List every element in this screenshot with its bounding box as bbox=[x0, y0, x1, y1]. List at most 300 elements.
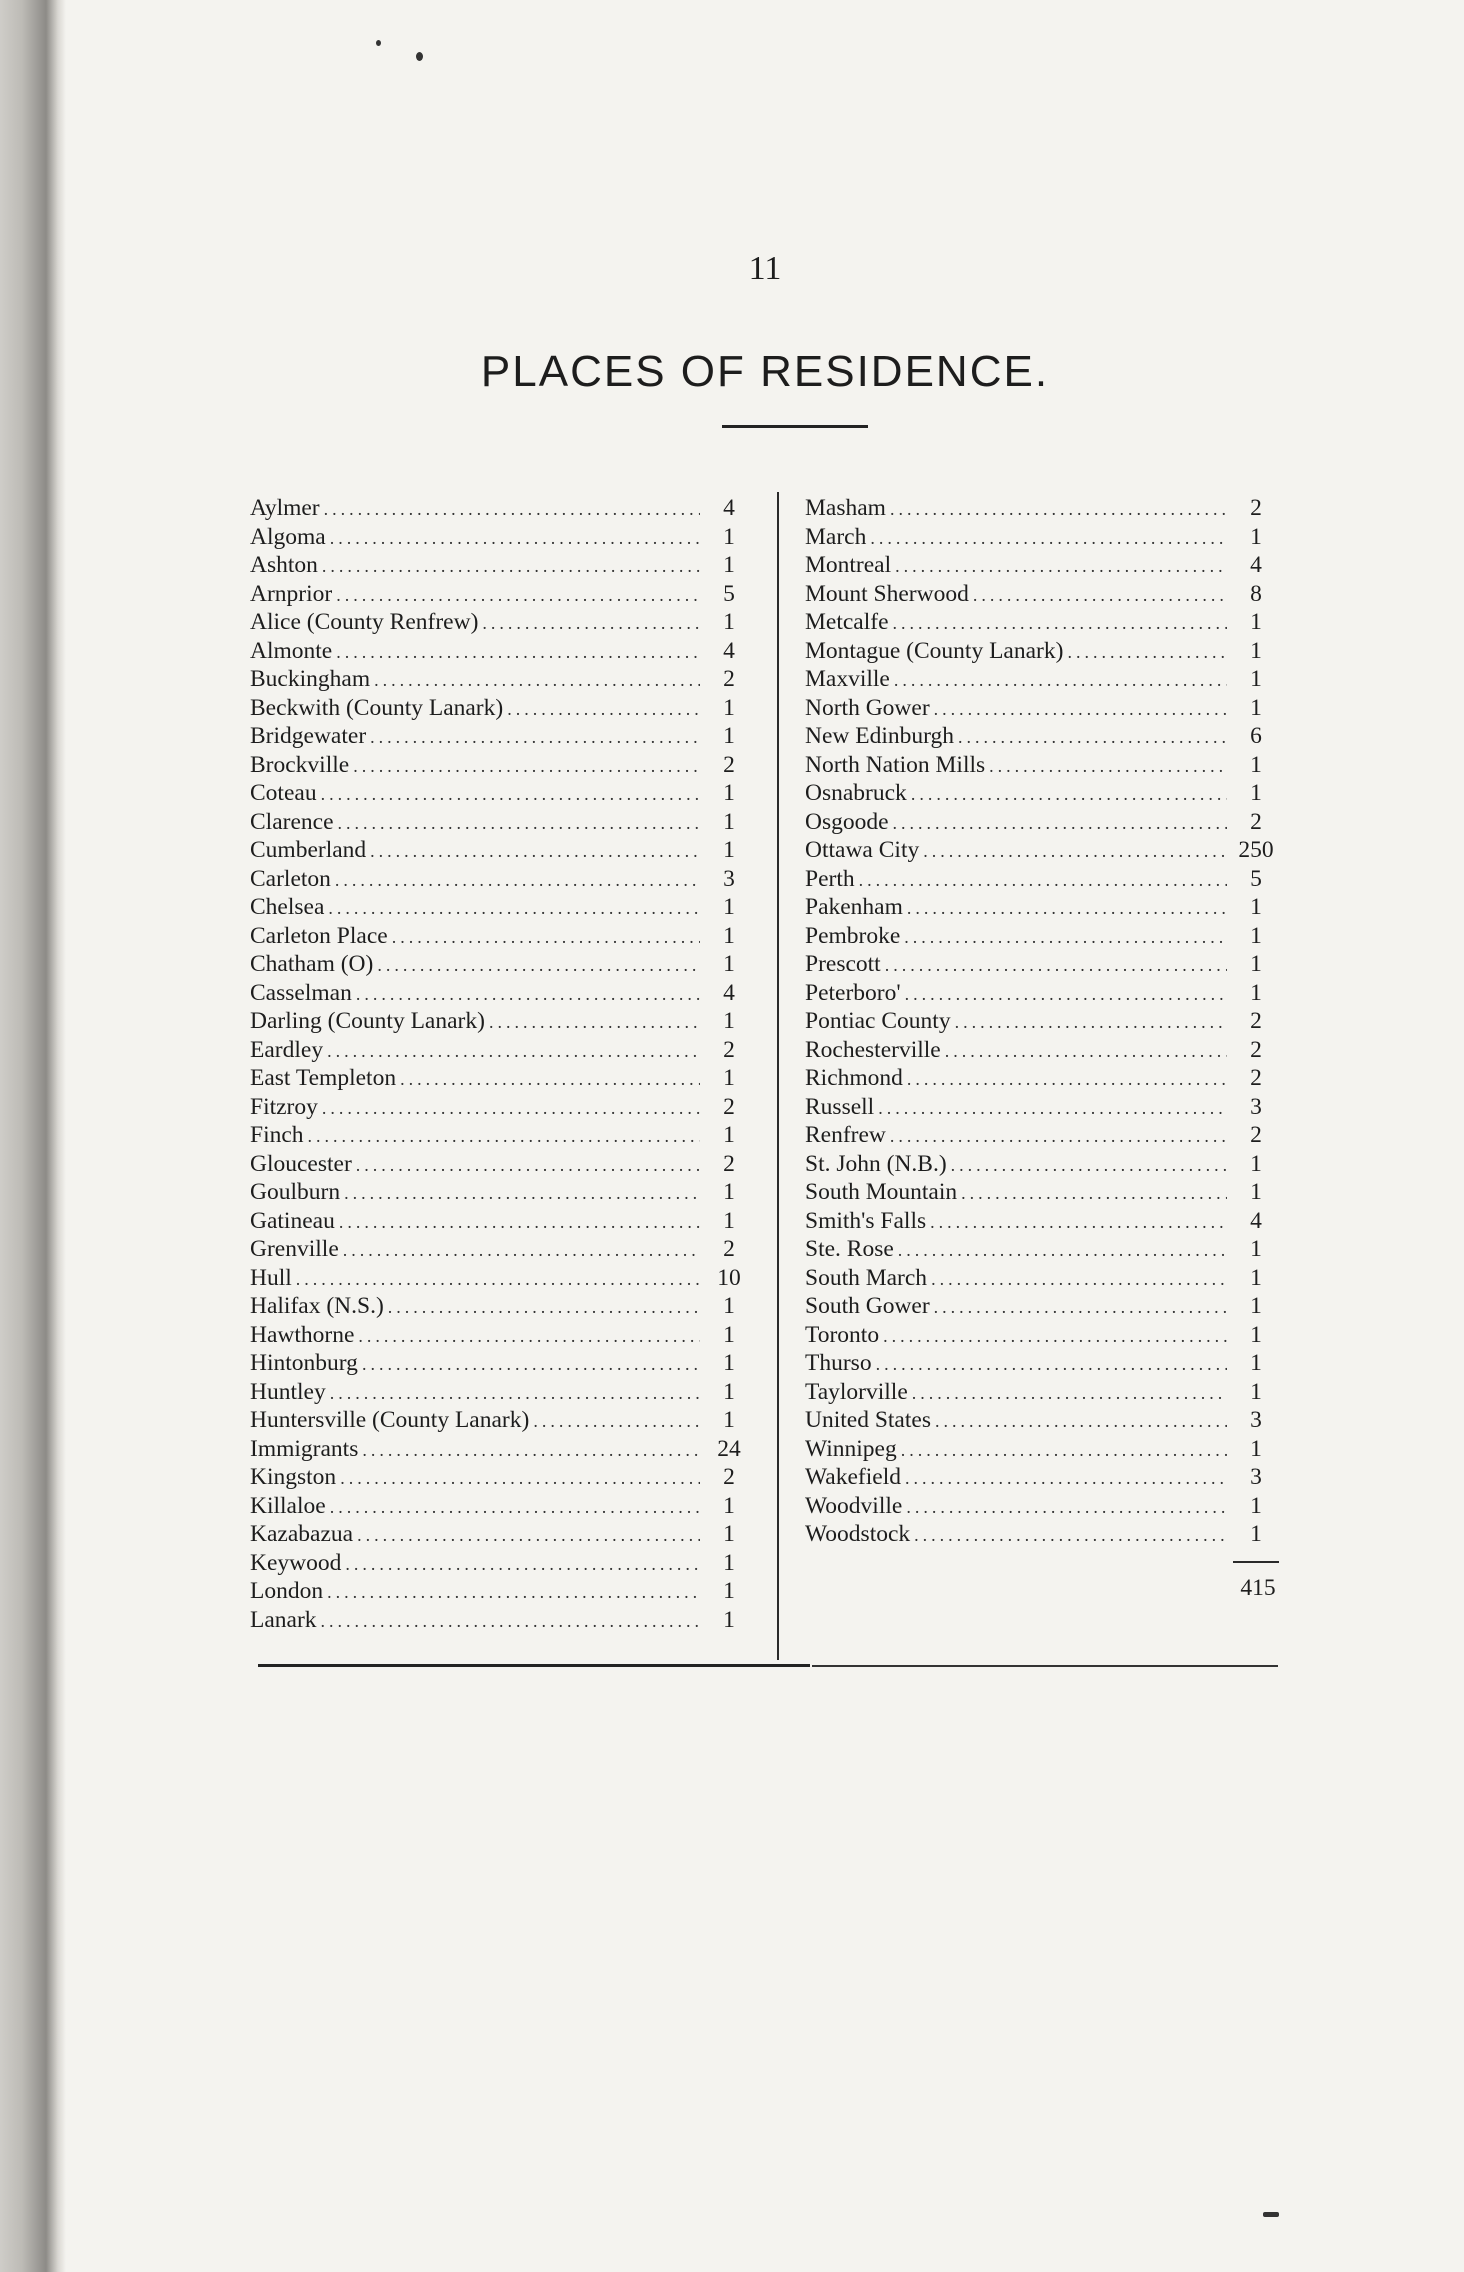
resident-count: 1 bbox=[723, 1606, 735, 1633]
residence-entry bbox=[805, 1322, 1277, 1351]
place-name: Gloucester bbox=[250, 1150, 352, 1177]
residence-entry bbox=[250, 980, 750, 1009]
resident-count: 1 bbox=[1250, 1350, 1262, 1376]
dot-leader bbox=[330, 1383, 700, 1404]
place-name: Hull bbox=[250, 1264, 292, 1291]
place-name: Darling (County Lanark) bbox=[250, 1008, 485, 1034]
dot-leader bbox=[296, 1269, 700, 1290]
dot-leader bbox=[914, 1525, 1227, 1546]
dot-leader bbox=[930, 1212, 1227, 1233]
residence-entry bbox=[250, 1521, 750, 1550]
place-name: Montreal bbox=[805, 552, 892, 578]
dot-leader bbox=[322, 1098, 700, 1119]
dot-leader bbox=[330, 1497, 700, 1518]
place-name: Perth bbox=[805, 865, 855, 892]
dot-leader bbox=[321, 1611, 700, 1632]
residence-entry bbox=[805, 1179, 1277, 1208]
residence-entry bbox=[250, 695, 750, 724]
resident-count: 1 bbox=[1250, 523, 1262, 550]
dot-leader bbox=[362, 1440, 700, 1461]
residence-entry bbox=[250, 1493, 750, 1522]
place-name: Winnipeg bbox=[805, 1435, 897, 1462]
dot-leader bbox=[898, 1240, 1227, 1261]
residence-entry bbox=[805, 723, 1277, 752]
resident-count: 1 bbox=[723, 1179, 735, 1205]
resident-count: 1 bbox=[723, 1521, 735, 1547]
dot-leader bbox=[353, 756, 700, 777]
dot-leader bbox=[870, 528, 1227, 549]
dot-leader bbox=[507, 699, 700, 720]
resident-count: 1 bbox=[1250, 1179, 1262, 1205]
resident-count: 1 bbox=[723, 694, 735, 721]
residence-entry bbox=[805, 495, 1277, 524]
resident-count: 1 bbox=[723, 1407, 735, 1433]
residence-entry bbox=[805, 923, 1277, 952]
residence-entry bbox=[805, 638, 1277, 667]
place-name: Killaloe bbox=[250, 1492, 326, 1519]
resident-count: 1 bbox=[723, 1008, 735, 1034]
residence-entry bbox=[250, 1550, 750, 1579]
dot-leader bbox=[931, 1269, 1227, 1290]
dot-leader bbox=[934, 1297, 1227, 1318]
place-name: Aylmer bbox=[250, 495, 320, 521]
place-name: Hintonburg bbox=[250, 1350, 358, 1376]
place-name: Eardley bbox=[250, 1036, 324, 1063]
dot-leader bbox=[890, 1126, 1227, 1147]
resident-count: 1 bbox=[1250, 666, 1262, 692]
resident-count: 1 bbox=[1250, 1150, 1262, 1177]
residence-entry bbox=[250, 1208, 750, 1237]
dot-leader bbox=[340, 1468, 700, 1489]
residence-entry bbox=[805, 894, 1277, 923]
dot-leader bbox=[400, 1069, 700, 1090]
residence-entry bbox=[805, 1379, 1277, 1408]
resident-count: 2 bbox=[1250, 1122, 1262, 1148]
residence-entry bbox=[250, 809, 750, 838]
dot-leader bbox=[893, 613, 1227, 634]
residence-entry bbox=[250, 1122, 750, 1151]
resident-count: 5 bbox=[1250, 865, 1262, 892]
residence-entry bbox=[805, 1208, 1277, 1237]
residence-entry bbox=[805, 1350, 1277, 1379]
dot-leader bbox=[890, 499, 1227, 520]
dot-leader bbox=[894, 670, 1227, 691]
residence-entry bbox=[250, 752, 750, 781]
place-name: Carleton Place bbox=[250, 922, 388, 949]
resident-count: 4 bbox=[723, 495, 735, 521]
residence-entry bbox=[250, 1407, 750, 1436]
residence-entry bbox=[805, 1265, 1277, 1294]
residence-entry bbox=[250, 638, 750, 667]
resident-count: 250 bbox=[1238, 837, 1274, 863]
residence-entry bbox=[805, 1464, 1277, 1493]
resident-count: 8 bbox=[1250, 580, 1262, 607]
place-name: Mount Sherwood bbox=[805, 580, 969, 607]
resident-count: 1 bbox=[723, 780, 735, 806]
place-name: Clarence bbox=[250, 808, 334, 835]
resident-count: 2 bbox=[723, 666, 735, 692]
resident-count: 1 bbox=[1250, 922, 1262, 949]
dot-leader bbox=[374, 670, 700, 691]
dot-leader bbox=[1067, 642, 1227, 663]
dot-leader bbox=[893, 813, 1227, 834]
dot-leader bbox=[345, 1554, 700, 1575]
place-name: New Edinburgh bbox=[805, 723, 955, 749]
place-name: Woodstock bbox=[805, 1521, 911, 1547]
place-name: Cumberland bbox=[250, 837, 367, 863]
residence-entry bbox=[250, 1350, 750, 1379]
place-name: Russell bbox=[805, 1093, 875, 1120]
residence-entry bbox=[250, 780, 750, 809]
place-name: Ottawa City bbox=[805, 837, 920, 863]
place-name: Thurso bbox=[805, 1350, 872, 1376]
resident-count: 2 bbox=[1250, 1008, 1262, 1034]
dot-leader bbox=[907, 898, 1227, 919]
dot-leader bbox=[336, 642, 700, 663]
resident-count: 2 bbox=[723, 751, 735, 778]
resident-count: 2 bbox=[1250, 1065, 1262, 1091]
place-name: East Templeton bbox=[250, 1065, 397, 1091]
place-name: Toronto bbox=[805, 1321, 880, 1348]
place-name: Richmond bbox=[805, 1065, 903, 1091]
resident-count: 3 bbox=[1250, 1464, 1262, 1490]
ink-speck bbox=[416, 52, 423, 61]
place-name: Fitzroy bbox=[250, 1093, 318, 1120]
residence-entry bbox=[805, 1008, 1277, 1037]
residence-entry bbox=[250, 1436, 750, 1465]
resident-count: 1 bbox=[1250, 1321, 1262, 1348]
place-name: Montague (County Lanark) bbox=[805, 637, 1064, 664]
resident-count: 2 bbox=[723, 1150, 735, 1177]
resident-count: 24 bbox=[717, 1435, 741, 1462]
resident-count: 1 bbox=[723, 808, 735, 835]
dot-leader bbox=[912, 1383, 1227, 1404]
place-name: Hawthorne bbox=[250, 1321, 355, 1348]
residence-entry bbox=[805, 1122, 1277, 1151]
resident-count: 1 bbox=[723, 1321, 735, 1348]
place-name: Grenville bbox=[250, 1236, 339, 1262]
place-name: Huntley bbox=[250, 1378, 326, 1405]
resident-count: 1 bbox=[1250, 780, 1262, 806]
dot-leader bbox=[388, 1297, 700, 1318]
place-name: South March bbox=[805, 1264, 928, 1291]
residence-entry bbox=[250, 581, 750, 610]
dot-leader bbox=[533, 1411, 700, 1432]
place-name: Casselman bbox=[250, 979, 352, 1006]
book-binding-shadow bbox=[0, 0, 66, 2272]
dot-leader bbox=[344, 1183, 700, 1204]
resident-count: 1 bbox=[1250, 1264, 1262, 1291]
dot-leader bbox=[945, 1041, 1227, 1062]
residence-entry bbox=[805, 666, 1277, 695]
dot-leader bbox=[358, 1326, 700, 1347]
left-residence-list bbox=[250, 495, 750, 1635]
residence-entry bbox=[250, 1322, 750, 1351]
resident-count: 1 bbox=[723, 894, 735, 920]
residence-entry bbox=[250, 894, 750, 923]
dot-leader bbox=[370, 841, 700, 862]
dot-leader bbox=[955, 1012, 1227, 1033]
bottom-rule-left bbox=[258, 1664, 810, 1667]
residence-entry bbox=[805, 609, 1277, 638]
dot-leader bbox=[859, 870, 1227, 891]
place-name: Carleton bbox=[250, 865, 331, 892]
dot-leader bbox=[951, 1155, 1227, 1176]
column-divider bbox=[777, 492, 779, 1660]
residence-entry bbox=[805, 524, 1277, 553]
residence-entry bbox=[805, 1493, 1277, 1522]
dot-leader bbox=[336, 585, 700, 606]
place-name: Osnabruck bbox=[805, 780, 907, 806]
resident-count: 1 bbox=[1250, 979, 1262, 1006]
residence-entry bbox=[250, 609, 750, 638]
place-name: Kazabazua bbox=[250, 1521, 354, 1547]
dot-leader bbox=[905, 1468, 1227, 1489]
dot-leader bbox=[321, 784, 700, 805]
place-name: Smith's Falls bbox=[805, 1207, 927, 1234]
dot-leader bbox=[958, 727, 1227, 748]
dot-leader bbox=[327, 1582, 700, 1603]
dot-leader bbox=[885, 955, 1227, 976]
place-name: Almonte bbox=[250, 637, 333, 664]
resident-count: 2 bbox=[1250, 808, 1262, 835]
dot-leader bbox=[330, 528, 700, 549]
page-title: PLACES OF RESIDENCE. bbox=[480, 347, 1050, 397]
resident-count: 1 bbox=[723, 609, 735, 635]
residence-entry bbox=[805, 1293, 1277, 1322]
dot-leader bbox=[901, 1440, 1227, 1461]
residence-entry bbox=[250, 1065, 750, 1094]
resident-count: 4 bbox=[723, 637, 735, 664]
place-name: Pontiac County bbox=[805, 1008, 951, 1034]
residence-entry bbox=[805, 1236, 1277, 1265]
residence-entry bbox=[805, 1065, 1277, 1094]
dot-leader bbox=[895, 556, 1227, 577]
place-name: Bridgewater bbox=[250, 723, 367, 749]
resident-count: 1 bbox=[723, 723, 735, 749]
residence-entry bbox=[250, 1464, 750, 1493]
resident-count: 1 bbox=[723, 1549, 735, 1576]
dot-leader bbox=[343, 1240, 700, 1261]
residence-entry bbox=[250, 837, 750, 866]
dot-leader bbox=[904, 927, 1227, 948]
residence-entry bbox=[805, 780, 1277, 809]
dot-leader bbox=[327, 1041, 700, 1062]
resident-count: 1 bbox=[723, 1492, 735, 1519]
dot-leader bbox=[362, 1354, 700, 1375]
dot-leader bbox=[356, 1155, 700, 1176]
resident-count: 3 bbox=[1250, 1093, 1262, 1120]
residence-entry bbox=[805, 1094, 1277, 1123]
place-name: Lanark bbox=[250, 1606, 317, 1633]
residence-entry bbox=[250, 1151, 750, 1180]
place-name: Osgoode bbox=[805, 808, 889, 835]
residence-entry bbox=[805, 1037, 1277, 1066]
residence-entry bbox=[250, 524, 750, 553]
residence-entry bbox=[805, 752, 1277, 781]
dot-leader bbox=[923, 841, 1227, 862]
place-name: Wakefield bbox=[805, 1464, 901, 1490]
resident-count: 4 bbox=[723, 979, 735, 1006]
place-name: Huntersville (County Lanark) bbox=[250, 1407, 530, 1433]
resident-count: 1 bbox=[1250, 894, 1262, 920]
dot-leader bbox=[482, 613, 700, 634]
residence-entry bbox=[250, 1037, 750, 1066]
dot-leader bbox=[989, 756, 1227, 777]
dot-leader bbox=[357, 1525, 700, 1546]
residence-entry bbox=[250, 951, 750, 980]
resident-count: 1 bbox=[723, 837, 735, 863]
place-name: North Nation Mills bbox=[805, 751, 986, 778]
residence-entry bbox=[805, 1436, 1277, 1465]
place-name: Metcalfe bbox=[805, 609, 889, 635]
resident-count: 2 bbox=[723, 1236, 735, 1262]
dot-leader bbox=[335, 870, 700, 891]
residence-entry bbox=[250, 723, 750, 752]
residence-entry bbox=[805, 809, 1277, 838]
dot-leader bbox=[876, 1354, 1227, 1375]
residence-entry bbox=[250, 923, 750, 952]
residence-entry bbox=[250, 1236, 750, 1265]
residence-entry bbox=[250, 666, 750, 695]
dot-leader bbox=[935, 1411, 1227, 1432]
title-underline bbox=[722, 425, 868, 428]
place-name: Pakenham bbox=[805, 894, 903, 920]
place-name: South Mountain bbox=[805, 1179, 958, 1205]
resident-count: 10 bbox=[717, 1264, 741, 1291]
place-name: Halifax (N.S.) bbox=[250, 1293, 384, 1319]
place-name: Renfrew bbox=[805, 1122, 886, 1148]
place-name: Beckwith (County Lanark) bbox=[250, 694, 504, 721]
resident-count: 1 bbox=[1250, 1378, 1262, 1405]
resident-count: 1 bbox=[1250, 609, 1262, 635]
residence-entry bbox=[250, 1008, 750, 1037]
total-count: 415 bbox=[1240, 1575, 1276, 1601]
residence-entry bbox=[250, 1265, 750, 1294]
place-name: Chatham (O) bbox=[250, 951, 374, 977]
resident-count: 4 bbox=[1250, 1207, 1262, 1234]
resident-count: 2 bbox=[723, 1093, 735, 1120]
resident-count: 6 bbox=[1250, 723, 1262, 749]
residence-entry bbox=[805, 951, 1277, 980]
dot-leader bbox=[339, 1212, 700, 1233]
resident-count: 1 bbox=[1250, 694, 1262, 721]
resident-count: 1 bbox=[723, 1578, 735, 1604]
resident-count: 1 bbox=[723, 1350, 735, 1376]
place-name: Chelsea bbox=[250, 894, 325, 920]
place-name: Prescott bbox=[805, 951, 881, 977]
resident-count: 1 bbox=[1250, 637, 1262, 664]
resident-count: 2 bbox=[723, 1036, 735, 1063]
place-name: Brockville bbox=[250, 751, 350, 778]
resident-count: 1 bbox=[723, 951, 735, 977]
resident-count: 1 bbox=[723, 1293, 735, 1319]
dot-leader bbox=[973, 585, 1227, 606]
place-name: Taylorville bbox=[805, 1378, 908, 1405]
ink-speck bbox=[376, 40, 381, 46]
place-name: North Gower bbox=[805, 694, 930, 721]
right-residence-list bbox=[805, 495, 1277, 1550]
residence-entry bbox=[250, 1607, 750, 1636]
dot-leader bbox=[356, 984, 700, 1005]
residence-entry bbox=[250, 495, 750, 524]
place-name: Alice (County Renfrew) bbox=[250, 609, 479, 635]
dot-leader bbox=[308, 1126, 700, 1147]
place-name: Ashton bbox=[250, 552, 318, 578]
resident-count: 1 bbox=[723, 1065, 735, 1091]
dot-leader bbox=[338, 813, 700, 834]
residence-entry bbox=[805, 837, 1277, 866]
residence-entry bbox=[250, 1293, 750, 1322]
resident-count: 2 bbox=[1250, 1036, 1262, 1063]
resident-count: 1 bbox=[723, 922, 735, 949]
place-name: South Gower bbox=[805, 1293, 930, 1319]
dot-leader bbox=[878, 1098, 1227, 1119]
dot-leader bbox=[324, 499, 700, 520]
resident-count: 1 bbox=[1250, 1435, 1262, 1462]
resident-count: 1 bbox=[1250, 1492, 1262, 1519]
place-name: Finch bbox=[250, 1122, 304, 1148]
residence-entry bbox=[250, 1578, 750, 1607]
residence-entry bbox=[250, 1094, 750, 1123]
residence-entry bbox=[805, 1521, 1277, 1550]
dot-leader bbox=[322, 556, 700, 577]
place-name: March bbox=[805, 523, 867, 550]
resident-count: 1 bbox=[723, 1207, 735, 1234]
resident-count: 4 bbox=[1250, 552, 1262, 578]
place-name: Arnprior bbox=[250, 580, 333, 607]
dot-leader bbox=[883, 1326, 1227, 1347]
resident-count: 1 bbox=[723, 1378, 735, 1405]
place-name: Keywood bbox=[250, 1549, 342, 1576]
place-name: Goulburn bbox=[250, 1179, 341, 1205]
dot-leader bbox=[489, 1012, 700, 1033]
bottom-rule-right bbox=[812, 1665, 1278, 1667]
resident-count: 5 bbox=[723, 580, 735, 607]
resident-count: 1 bbox=[1250, 1293, 1262, 1319]
resident-count: 3 bbox=[723, 865, 735, 892]
place-name: Pembroke bbox=[805, 922, 901, 949]
place-name: Algoma bbox=[250, 523, 326, 550]
total-rule bbox=[1233, 1561, 1279, 1563]
dot-leader bbox=[377, 955, 700, 976]
residence-entry bbox=[250, 552, 750, 581]
place-name: Masham bbox=[805, 495, 886, 521]
place-name: Kingston bbox=[250, 1464, 337, 1490]
dot-leader bbox=[906, 1497, 1227, 1518]
dot-leader bbox=[328, 898, 700, 919]
residence-entry bbox=[805, 1151, 1277, 1180]
residence-entry bbox=[250, 1179, 750, 1208]
resident-count: 1 bbox=[723, 552, 735, 578]
resident-count: 1 bbox=[723, 1122, 735, 1148]
dot-leader bbox=[907, 1069, 1227, 1090]
resident-count: 1 bbox=[1250, 951, 1262, 977]
ink-speck bbox=[1263, 2212, 1279, 2217]
residence-entry bbox=[805, 1407, 1277, 1436]
dot-leader bbox=[961, 1183, 1227, 1204]
residence-entry bbox=[805, 866, 1277, 895]
place-name: Buckingham bbox=[250, 666, 371, 692]
residence-entry bbox=[805, 552, 1277, 581]
resident-count: 1 bbox=[1250, 1521, 1262, 1547]
place-name: Maxville bbox=[805, 666, 890, 692]
residence-entry bbox=[805, 695, 1277, 724]
place-name: United States bbox=[805, 1407, 931, 1433]
resident-count: 2 bbox=[723, 1464, 735, 1490]
place-name: Gatineau bbox=[250, 1207, 335, 1234]
place-name: London bbox=[250, 1578, 324, 1604]
